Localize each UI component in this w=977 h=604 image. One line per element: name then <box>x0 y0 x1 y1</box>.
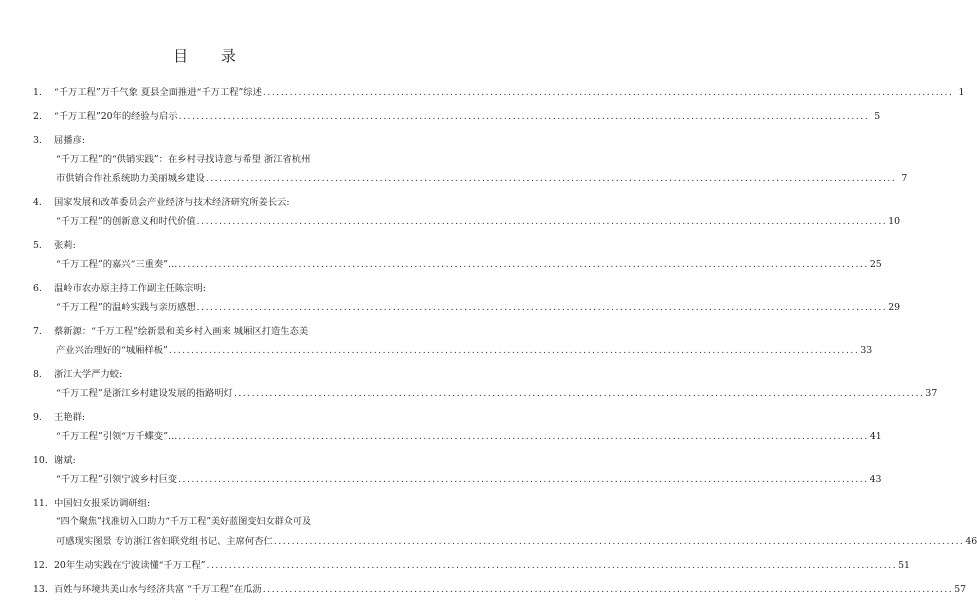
entry-title: 产业兴治理好的“城厢样板” <box>56 345 168 356</box>
entry-title: “千万工程”引领“万千蝶变”… <box>56 431 178 442</box>
entry-author: 温岭市农办原主持工作副主任陈宗明: <box>54 283 206 294</box>
page-title: 目 录 <box>173 47 250 65</box>
entry-title: “千万工程”引领宁波乡村巨变 <box>56 474 178 485</box>
dot-leader <box>197 212 888 231</box>
entry-number: 8. <box>33 369 42 380</box>
entry-number: 1. <box>33 87 42 98</box>
dot-leader <box>179 107 870 126</box>
dot-leader <box>178 427 869 446</box>
dot-leader <box>234 384 925 403</box>
entry-title: “千万工程”是浙江乡村建设发展的指路明灯 <box>56 388 233 399</box>
toc-entry-1[interactable] <box>33 83 965 102</box>
entry-number: 9. <box>33 412 42 423</box>
entry-number: 7. <box>33 326 42 337</box>
toc-entry-13[interactable] <box>33 580 967 599</box>
entry-number: 3. <box>33 135 42 146</box>
entry-number: 11. <box>33 498 48 509</box>
toc-entry-6[interactable] <box>33 279 901 317</box>
entry-page-number: 10 <box>888 216 901 227</box>
entry-page-number: 5 <box>874 111 881 122</box>
entry-page-number: 1 <box>958 87 965 98</box>
entry-title: 可感现实图景 专访浙江省妇联党组书记、主席何杏仁 <box>56 536 273 547</box>
entry-page-number: 37 <box>925 388 938 399</box>
entry-number: 2. <box>33 111 42 122</box>
entry-title: 百姓与环境共美山水与经济共富 “千万工程”在瓜沥 <box>54 584 262 595</box>
dot-leader <box>207 556 898 575</box>
entry-author: 中国妇女报采访调研组: <box>54 498 151 509</box>
entry-page-number: 25 <box>869 259 882 270</box>
entry-title: “千万工程”万千气象 夏县全面推进“千万工程”综述 <box>54 87 262 98</box>
dot-leader <box>263 83 954 102</box>
toc-entry-11[interactable] <box>33 494 977 551</box>
dot-leader <box>206 169 897 188</box>
entry-title-line: “千万工程”的“供销实践”：在乡村寻找诗意与希望 浙江省杭州 <box>56 154 311 165</box>
toc-entry-12[interactable] <box>33 556 910 575</box>
entry-page-number: 29 <box>888 302 901 313</box>
entry-title-line: “四个聚焦”找准切入口助力“千万工程”美好蓝图变妇女群众可及 <box>56 517 312 527</box>
entry-number: 13. <box>33 584 48 595</box>
entry-author: 国家发展和改革委员会产业经济与技术经济研究所姜长云: <box>54 197 290 208</box>
entry-title: 20年生动实践在宁波读懂“千万工程” <box>54 560 206 571</box>
toc-entry-7[interactable] <box>33 322 873 360</box>
entry-page-number: 46 <box>965 536 977 547</box>
entry-number: 12. <box>33 560 48 571</box>
toc-entry-8[interactable] <box>33 365 938 403</box>
toc-entry-5[interactable] <box>33 236 882 274</box>
entry-title: 市供销合作社系统助力美丽城乡建设 <box>56 173 205 184</box>
entry-number: 5. <box>33 240 42 251</box>
entry-author: 屈播彦: <box>54 135 86 146</box>
entry-author: 谢斌: <box>54 455 76 466</box>
entry-page-number: 57 <box>954 584 967 595</box>
dot-leader <box>197 298 888 317</box>
entry-title-line: 蔡新源：“千万工程”绘新景和美乡村入画来 城厢区打造生态美 <box>54 326 309 337</box>
entry-number: 4. <box>33 197 42 208</box>
entry-number: 6. <box>33 283 42 294</box>
entry-title: “千万工程”的创新意义和时代价值 <box>56 216 196 227</box>
entry-author: 浙江大学严力蛟: <box>54 369 123 380</box>
dot-leader <box>178 470 869 489</box>
entry-page-number: 7 <box>901 173 908 184</box>
entry-author: 张莉: <box>54 240 76 251</box>
table-of-contents <box>33 83 977 604</box>
toc-entry-10[interactable] <box>33 451 882 489</box>
entry-page-number: 51 <box>898 560 910 571</box>
dot-leader <box>178 255 869 274</box>
entry-number: 10. <box>33 455 48 466</box>
toc-entry-4[interactable] <box>33 193 901 231</box>
toc-entry-2[interactable] <box>33 107 881 126</box>
toc-entry-3[interactable] <box>33 131 908 188</box>
dot-leader <box>263 580 954 599</box>
dot-leader <box>169 341 860 360</box>
dot-leader <box>274 532 965 551</box>
entry-title: “千万工程”的嘉兴“三重奏”… <box>56 259 178 270</box>
entry-title: “千万工程”的温岭实践与亲历感想 <box>56 302 196 313</box>
entry-title: “千万工程”20年的经验与启示 <box>54 111 178 122</box>
entry-page-number: 43 <box>869 474 882 485</box>
entry-author: 王艳群: <box>54 412 86 423</box>
toc-entry-9[interactable] <box>33 408 882 446</box>
entry-page-number: 41 <box>869 431 882 442</box>
entry-page-number: 33 <box>860 345 873 356</box>
